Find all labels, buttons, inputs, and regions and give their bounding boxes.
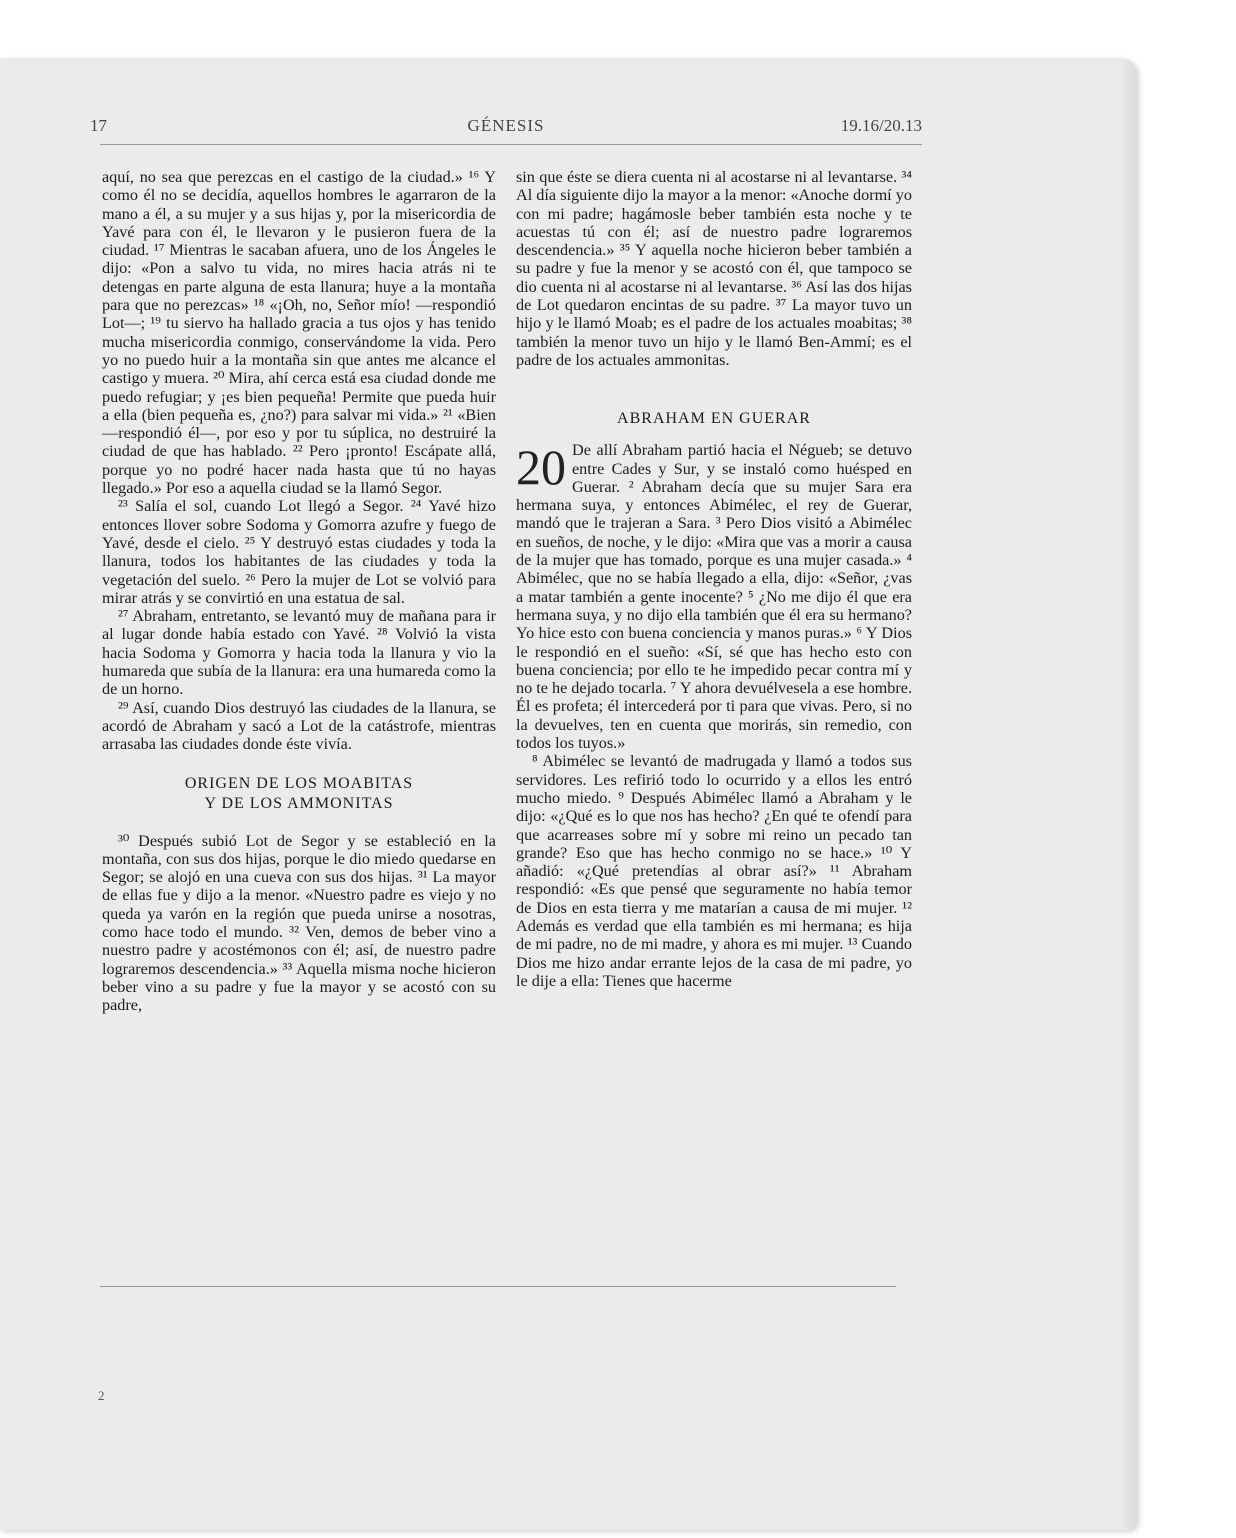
- paragraph: ²⁷ Abraham, entretanto, se levantó muy de mañana para ir al lugar donde había estado con Yavé. ²⁸ Volvió la vista hacia Sodoma y Gomorra y hacia toda la llanura y vio la humareda que subía de la llanura: era una humareda como la de un horno.: [102, 607, 496, 699]
- header-rule: [100, 144, 922, 145]
- running-head: [90, 116, 922, 144]
- page-number: 17: [90, 116, 107, 135]
- section-heading-line: Y DE LOS AMMONITAS: [204, 794, 394, 812]
- paragraph: ²⁹ Así, cuando Dios destruyó las ciudades de la llanura, se acordó de Abraham y sacó a Lot de la catástrofe, mientras arrasaba las ciudades donde éste vivía.: [102, 698, 496, 754]
- paragraph: ⁸ Abimélec se levantó de madrugada y llamó a todos sus servidores. Les refirió todo lo ocurrido y a ellos les entró mucho miedo. ⁹ Después Abimélec llamó a Abraham y le dijo: «¿Qué es lo que nos has hecho? ¿En qué te ofendí para que acarreases sobre mí y sobre mi reino un pecado tan grande? Eso que has hecho conmigo no se hace.» ¹⁰ Y añadió: «¿Qué pretendías al obrar así?» ¹¹ Abraham respondió: «Es que pensé que seguramente no había temor de Dios en esta tierra y me matarían a causa de mi mujer. ¹² Además es verdad que ella también es mi hermana; es hija de mi padre, no de mi madre, y ahora es mi mujer. ¹³ Cuando Dios me hizo andar errante lejos de la casa de mi padre, yo le dije a ella: Tienes que hacerme: [516, 752, 912, 990]
- section-heading: [102, 774, 496, 814]
- chapter-verse-reference: 19.16/20.13: [840, 116, 922, 135]
- left-column: [102, 168, 496, 1014]
- right-column: [516, 168, 912, 990]
- section-heading-line: ORIGEN DE LOS MOABITAS: [184, 774, 414, 792]
- signature-mark: 2: [98, 1388, 105, 1403]
- paragraph: aquí, no sea que perezcas en el castigo de la ciudad.» ¹⁶ Y como él no se decidía, aquellos hombres le agarraron de la mano a él, a su mujer y a sus hijas y, por la misericordia de Yavé para con él, le llevaron y le pusieron fuera de la ciudad. ¹⁷ Mientras le sacaban afuera, uno de los Ángeles le dijo: «Pon a salvo tu vida, no mires hacia atrás ni te detengas en parte alguna de esta llanura; huye a la montaña para que no perezcas» ¹⁸ «¡Oh, no, Señor mío! —respondió Lot—; ¹⁹ tu siervo ha hallado gracia a tus ojos y has tenido mucha misericordia conmigo, conservándome la vida. Pero yo no puedo huir a la montaña sin que antes me alcance el castigo y muera. ²⁰ Mira, ahí cerca está esa ciudad donde me puedo refugiar; y ¡es bien pequeña! Permite que pueda huir a ella (bien pequeña es, ¿no?) para salvar mi vida.» ²¹ «Bien —respondió él—, por eso y por tu súplica, no destruiré la ciudad de que has hablado. ²² Pero ¡pronto! Escápate allá, porque yo no podré hacer nada hasta que tú no hayas llegado.» Por eso a aquella ciudad se la llamó Segor.: [102, 168, 496, 498]
- book-title: GÉNESIS: [467, 116, 545, 135]
- chapter-number: 20: [516, 439, 566, 496]
- paragraph: ²³ Salía el sol, cuando Lot llegó a Segor. ²⁴ Yavé hizo entonces llover sobre Sodoma y Gomorra azufre y fuego de Yavé, desde el cielo. ²⁵ Y destruyó estas ciudades y toda la llanura, todos los habitantes de las ciudades y toda la vegetación del suelo. ²⁶ Pero la mujer de Lot se volvió para mirar atrás y se convirtió en una estatua de sal.: [102, 497, 496, 607]
- footer-rule: [100, 1286, 896, 1287]
- section-heading: ABRAHAM EN GUERAR: [617, 410, 811, 428]
- chapter-text: De allí Abraham partió hacia el Négueb; se detuvo entre Cades y Sur, y se instaló como huésped en Guerar. ² Abraham decía que su mujer Sara era hermana suya, y entonces Abimélec, el rey de Guerar, mandó que le trajeran a Sara. ³ Pero Dios visitó a Abimélec en sueños, de noche, y le dijo: «Mira que vas a morir a causa de la mujer que has tomado, porque es una mujer casada.» ⁴ Abimélec, que no se había llegado a ella, dijo: «Señor, ¿vas a matar también a gente inocente? ⁵ ¿No me dijo él que era hermana suya, y no dijo ella también que él era su hermano? Yo hice esto con buena conciencia y manos puras.» ⁶ Y Dios le respondió en el sueño: «Sí, sé que has hecho esto con buena conciencia; por ello te he impedido pecar contra mí y no te he dejado tocarla. ⁷ Y ahora devuélvesela a ese hombre. Él es profeta; él intercederá por ti para que vivas. Pero, si no la devuelves, ten en cuenta que morirás, sin remedio, con todos los tuyos.»: [516, 441, 912, 753]
- paragraph: ³⁰ Después subió Lot de Segor y se estableció en la montaña, con sus dos hijas, porque le dio miedo quedarse en Segor; se alojó en una cueva con sus dos hijas. ³¹ La mayor de ellas fue y dijo a la menor. «Nuestro padre es viejo y no queda ya varón en la región que pueda unirse a nosotras, como hace todo el mundo. ³² Ven, demos de beber vino a nuestro padre y acostémonos con él; así, de nuestro padre lograremos descendencia.» ³³ Aquella misma noche hicieron beber vino a su padre y fue la mayor y se acostó con su padre,: [102, 831, 496, 1015]
- chapter-paragraph: [516, 441, 912, 752]
- paragraph: sin que éste se diera cuenta ni al acostarse ni al levantarse. ³⁴ Al día siguiente dijo la mayor a la menor: «Anoche dormí yo con mi padre; hagámosle beber también esta noche y te acuestas tú con él; así de nuestro padre lograremos descendencia.» ³⁵ Y aquella noche hicieron beber también a su padre y fue la menor y se acostó con él, que tampoco se dio cuenta ni al acostarse ni al levantarse. ³⁶ Así las dos hijas de Lot quedaron encintas de su padre. ³⁷ La mayor tuvo un hijo y le llamó Moab; es el padre de los actuales moabitas; ³⁸ también la menor tuvo un hijo y le llamó Ben-Ammí; es el padre de los actuales ammonitas.: [516, 168, 912, 369]
